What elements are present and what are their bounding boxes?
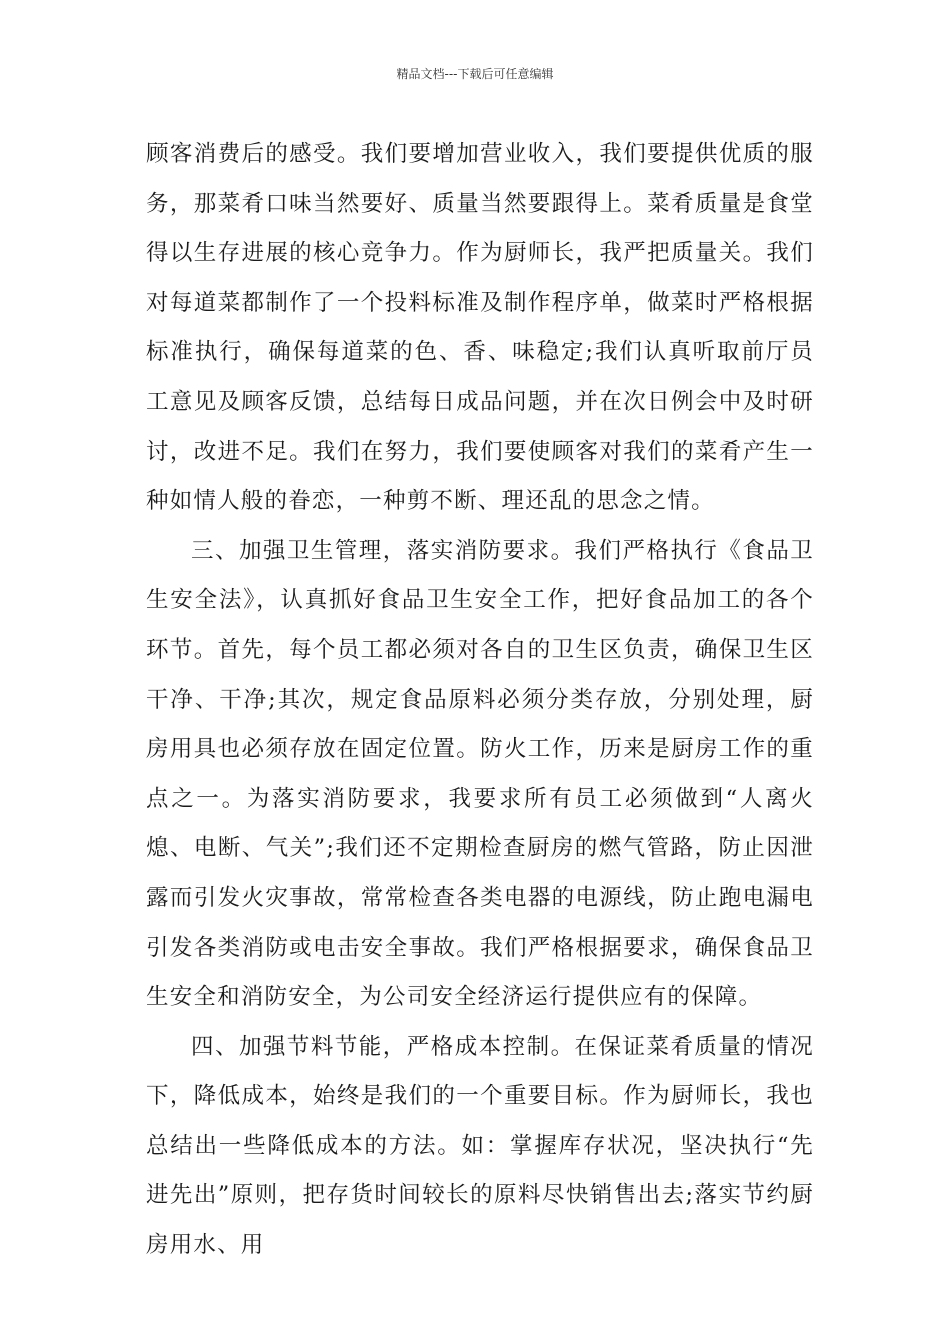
paragraph-hygiene-fire-safety: 三、加强卫生管理，落实消防要求。我们严格执行《食品卫生安全法》，认真抓好食品卫生安全工作，把好食品加工的各个环节。首先，每个员工都必须对各自的卫生区负责，确保卫生区干净、干净;其次，规定食品原料必须分类存放，分别处理，厨房用具也必须存放在固定位置。防火工作，历来是厨房工作的重点之一。为落实消防要求，我要求所有员工必须做到“人离火熄、电断、气关”;我们还不定期检查厨房的燃气管路，防止因泄露而引发火灾事故，常常检查各类电器的电源线，防止跑电漏电引发各类消防或电击安全事故。我们严格根据要求，确保食品卫生安全和消防安全，为公司安全经济运行提供应有的保障。: [146, 537, 814, 1011]
page-header: 精品文档---下载后可任意编辑: [396, 67, 554, 81]
paragraph-cost-control: 四、加强节料节能，严格成本控制。在保证菜肴质量的情况下，降低成本，始终是我们的一个重要目标。作为厨师长，我也总结出一些降低成本的方法。如：掌握库存状况，坚决执行“先进先出”原则，把存货时间较长的原料尽快销售出去;落实节约厨房用水、用: [146, 1033, 814, 1259]
document-body: [146, 130, 814, 1271]
paragraph-quality-continued: 顾客消费后的感受。我们要增加营业收入，我们要提供优质的服务，那菜肴口味当然要好、质量当然要跟得上。菜肴质量是食堂得以生存进展的核心竞争力。作为厨师长，我严把质量关。我们对每道菜都制作了一个投料标准及制作程序单，做菜时严格根据标准执行，确保每道菜的色、香、味稳定;我们认真听取前厅员工意见及顾客反馈，总结每日成品问题，并在次日例会中及时研讨，改进不足。我们在努力，我们要使顾客对我们的菜肴产生一种如情人般的眷恋，一种剪不断、理还乱的思念之情。: [146, 141, 814, 515]
